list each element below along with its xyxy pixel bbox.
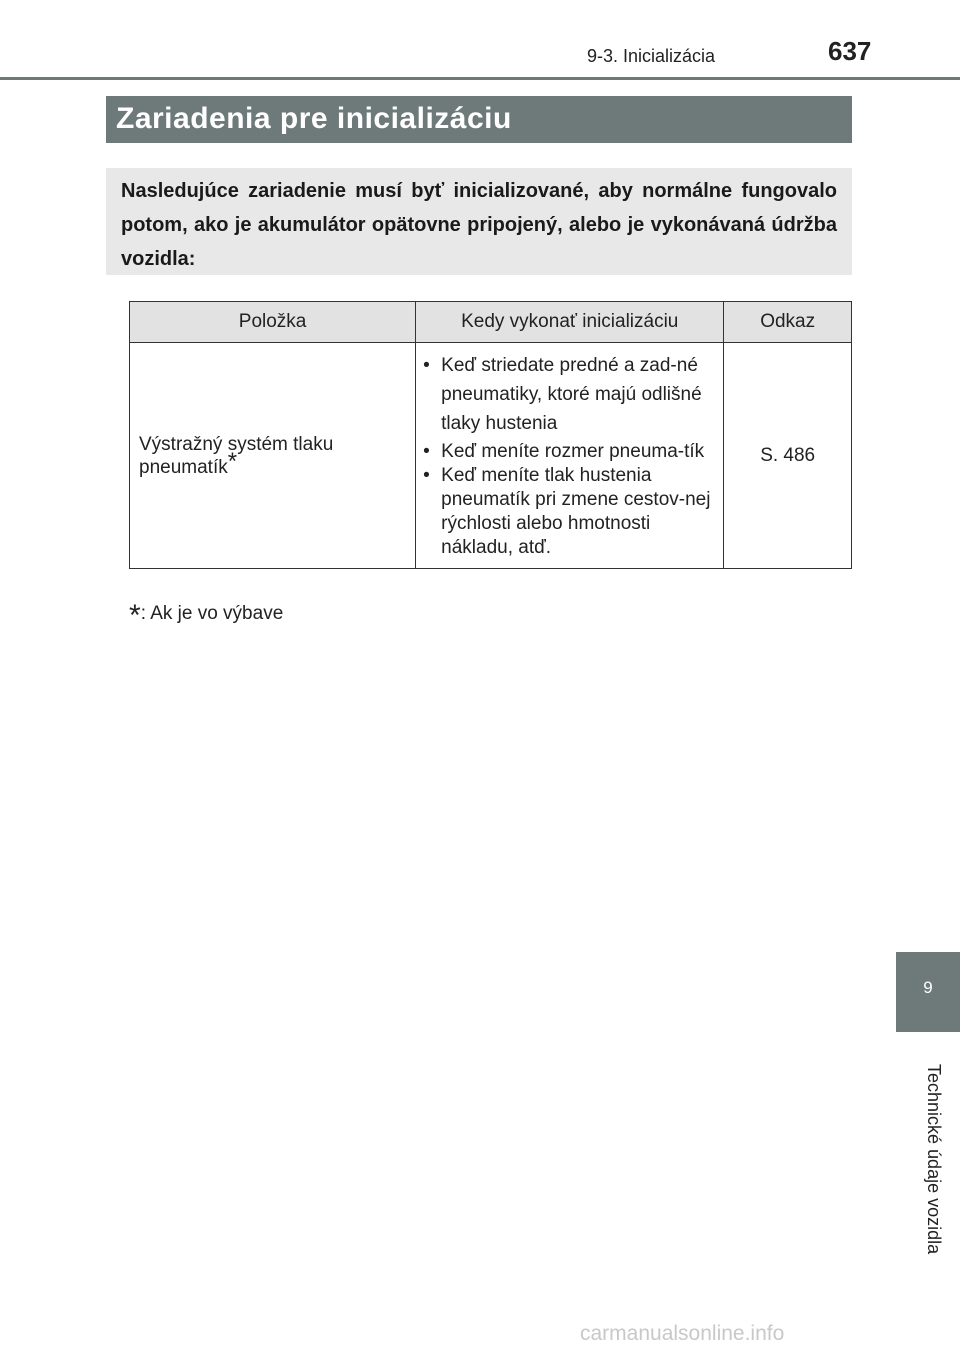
reference-cell: S. 486 bbox=[724, 343, 852, 569]
footnote bbox=[129, 593, 284, 632]
intro-box bbox=[106, 168, 852, 275]
table-header-row bbox=[130, 302, 852, 343]
section-title: 9-3. Inicializácia bbox=[587, 46, 716, 66]
watermark: carmanualsonline.info bbox=[580, 1322, 785, 1345]
initialization-table bbox=[129, 301, 852, 569]
list-item bbox=[423, 440, 715, 464]
column-header-when: Kedy vykonať inicializáciu bbox=[416, 302, 724, 343]
item-footnote-mark: * bbox=[227, 448, 238, 476]
when-cell bbox=[416, 343, 724, 569]
column-header-reference: Odkaz bbox=[724, 302, 852, 343]
bullet: • bbox=[423, 441, 430, 462]
bullet: • bbox=[423, 465, 430, 486]
chapter-label: Technické údaje vozidla bbox=[924, 1063, 944, 1255]
when-text: Keď meníte rozmer pneuma-tík bbox=[441, 441, 705, 462]
list-item bbox=[423, 464, 715, 560]
item-name: Výstražný systém tlaku pneumatík bbox=[139, 433, 334, 478]
when-list bbox=[416, 343, 723, 568]
chapter-tab bbox=[896, 952, 960, 1032]
footnote-mark: * bbox=[129, 599, 141, 632]
bullet: • bbox=[423, 355, 430, 376]
item-cell bbox=[130, 343, 416, 569]
when-text: Keď meníte tlak hustenia pneumatík pri zmene cestov-nej rýchlosti alebo hmotnosti nákladu, atď. bbox=[441, 465, 711, 558]
page-title-bar bbox=[106, 96, 852, 143]
table-row bbox=[130, 343, 852, 569]
when-text: Keď striedate predné a zad-né pneumatiky, ktoré majú odlišné tlaky hustenia bbox=[441, 355, 702, 434]
footnote-text: : Ak je vo výbave bbox=[140, 603, 284, 624]
chapter-number: 9 bbox=[923, 978, 933, 997]
intro-text: Nasledujúce zariadenie musí byť inicializované, aby normálne fungovalo potom, ako je akumulátor opätovne pripojený, alebo je vykonávaná údržba vozidla: bbox=[121, 180, 837, 270]
list-item bbox=[423, 351, 715, 438]
page-title: Zariadenia pre inicializáciu bbox=[116, 102, 512, 135]
page-number: 637 bbox=[828, 36, 872, 66]
column-header-item: Položka bbox=[130, 302, 416, 343]
header-divider bbox=[0, 77, 960, 80]
